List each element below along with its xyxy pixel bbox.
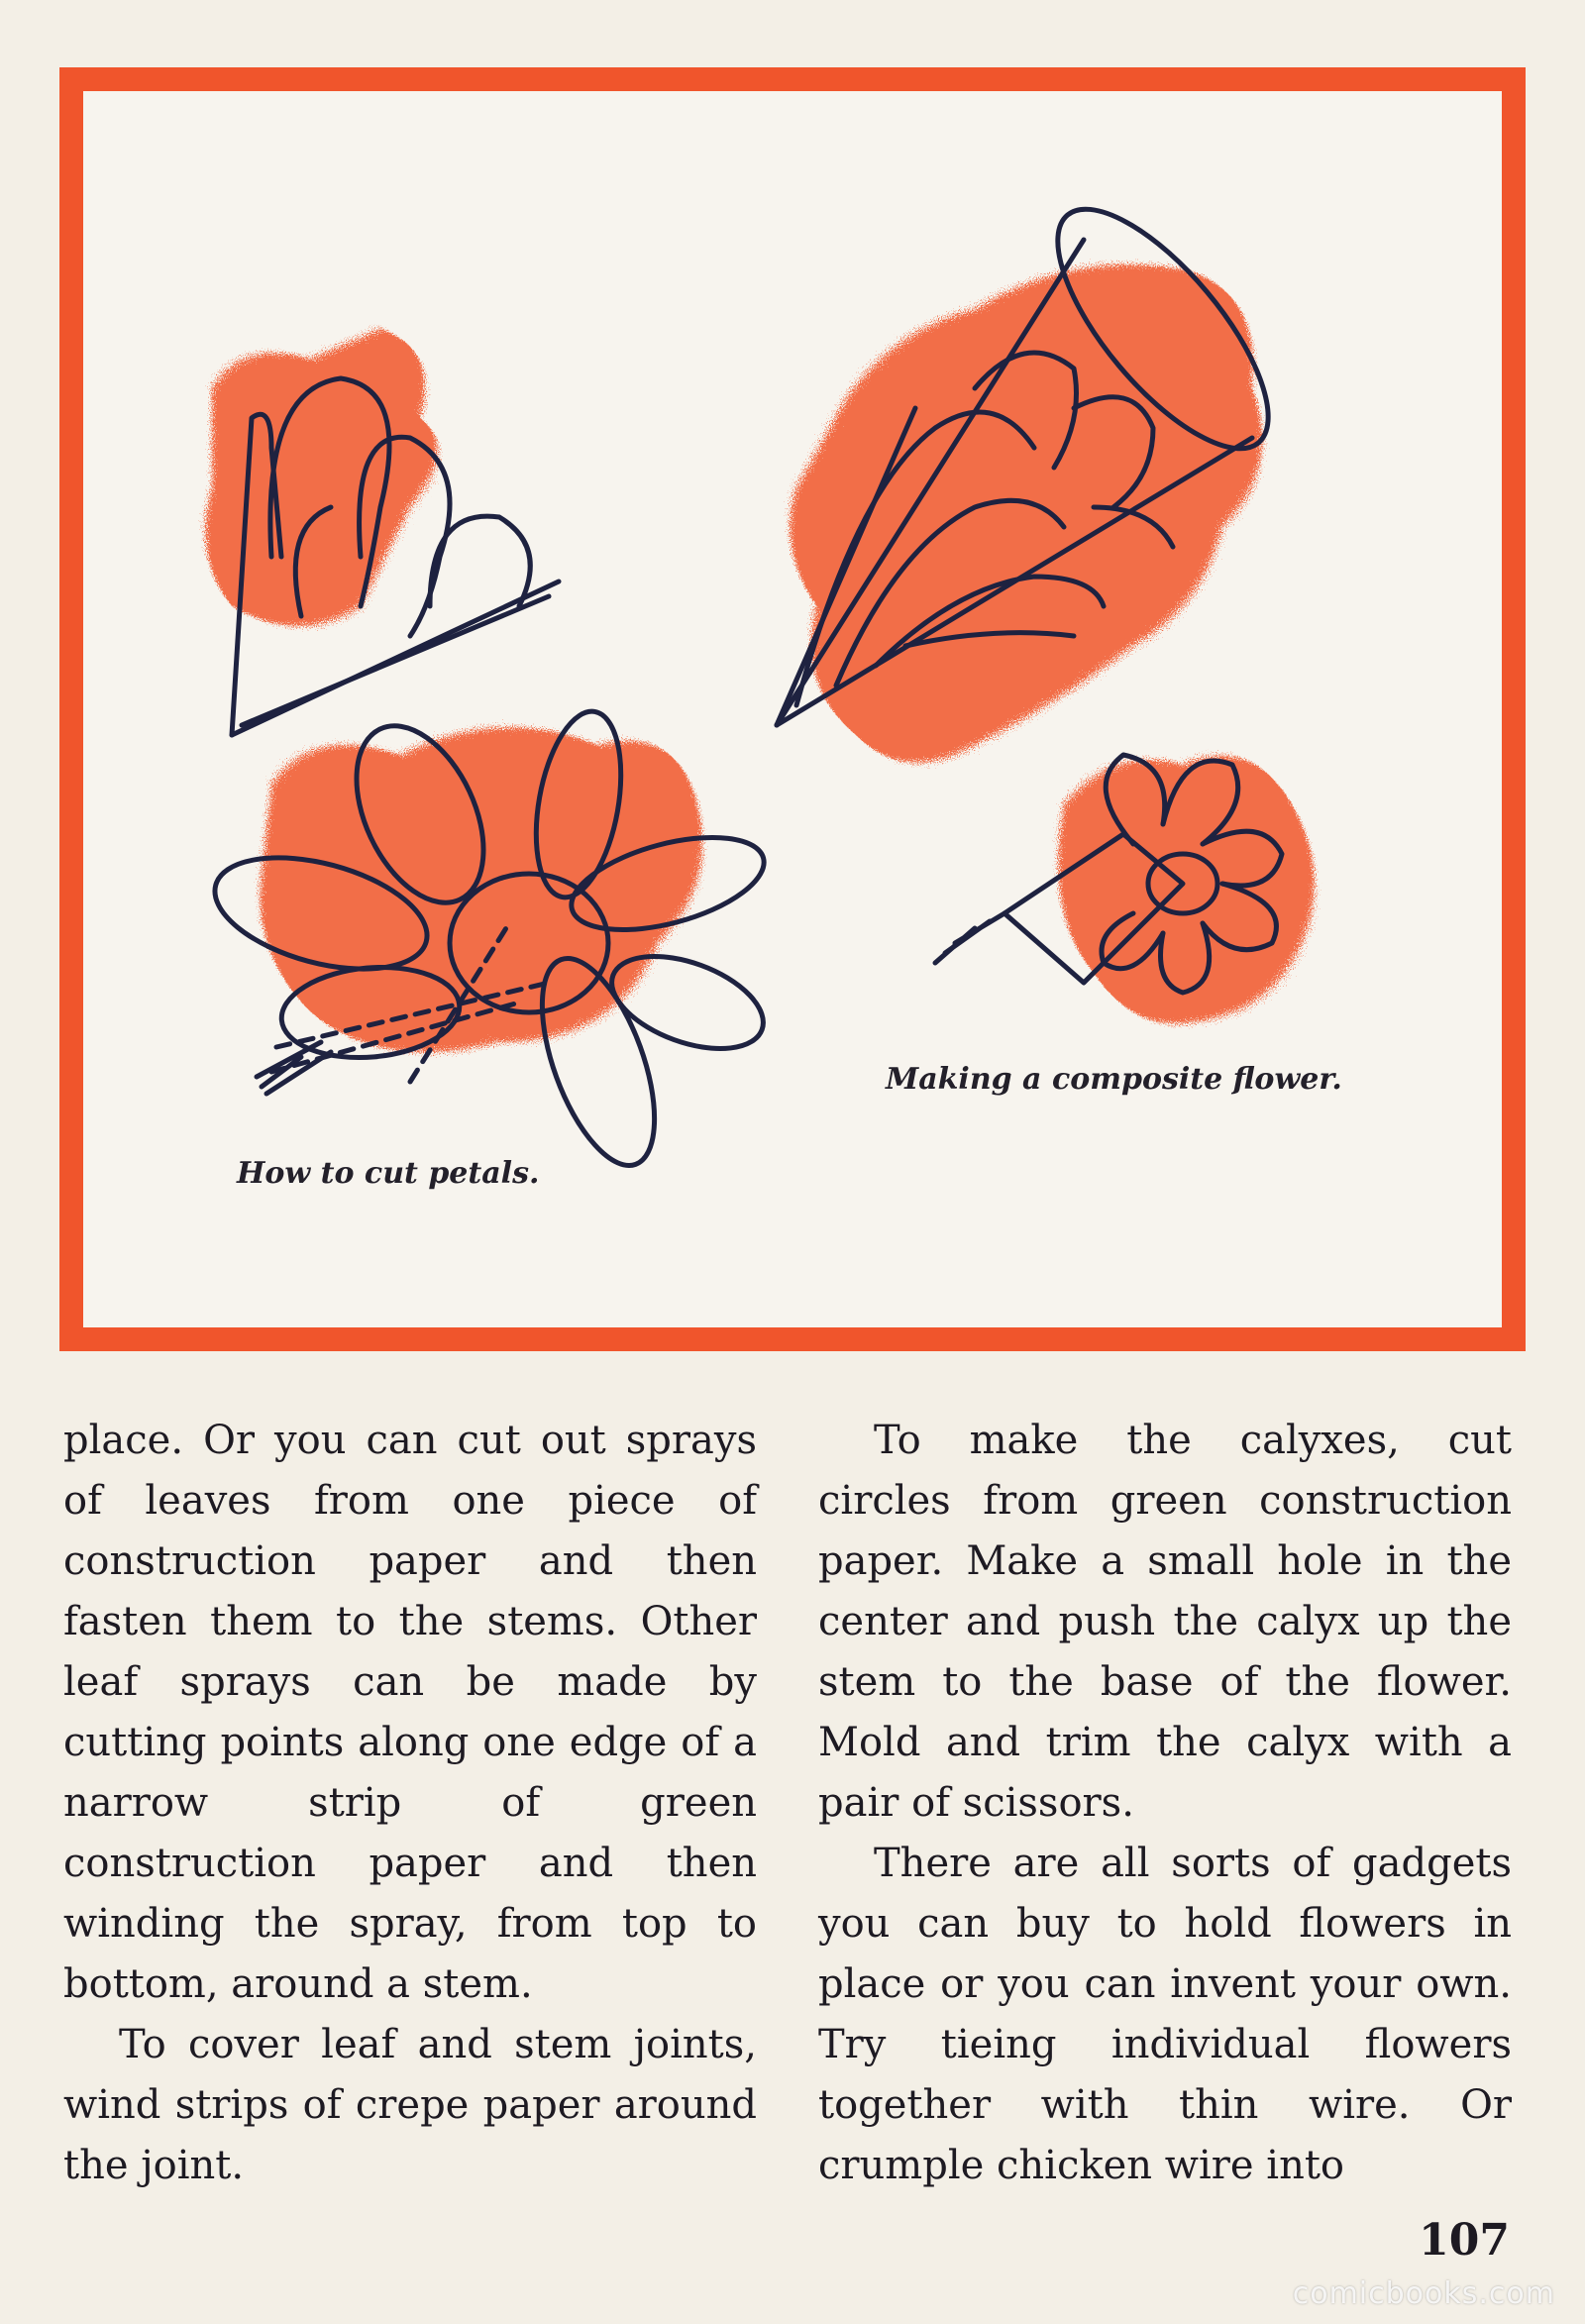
paragraph: There are all sorts of gadgets you can buy to hold flowers in place or you can invent your own. Try tieing individual flowers together with thin wire. Or crumple chicken wire into bbox=[818, 1841, 1512, 2188]
splash-small-flower bbox=[1058, 756, 1315, 1023]
paragraph: place. Or you can cut out sprays of leaves from one piece of construction paper and then fasten them to the stems. Other leaf sprays can be made by cutting points along one edge of a narrow strip of green construction paper and then winding the spray, from top to bottom, around a stem. bbox=[63, 1418, 757, 2007]
caption-making-composite-flower: Making a composite flower. bbox=[886, 1062, 1342, 1097]
paragraph: To cover leaf and stem joints, wind strips of crepe paper around the joint. bbox=[63, 2022, 757, 2188]
paragraph: To make the calyxes, cut circles from green construction paper. Make a small hole in the center and push the calyx up the stem to the base of the flower. Mold and trim the calyx with a pair of scissors. bbox=[818, 1418, 1512, 1826]
caption-how-to-cut-petals: How to cut petals. bbox=[237, 1156, 540, 1191]
illustration-frame bbox=[59, 67, 1526, 1351]
text-column-left bbox=[63, 1411, 757, 2196]
text-column-right bbox=[818, 1411, 1512, 2196]
watermark: comicbooks.com bbox=[1292, 2276, 1555, 2311]
splash-cone bbox=[790, 264, 1262, 763]
flower-illustration bbox=[83, 91, 1502, 1327]
page-number: 107 bbox=[1419, 2215, 1510, 2266]
